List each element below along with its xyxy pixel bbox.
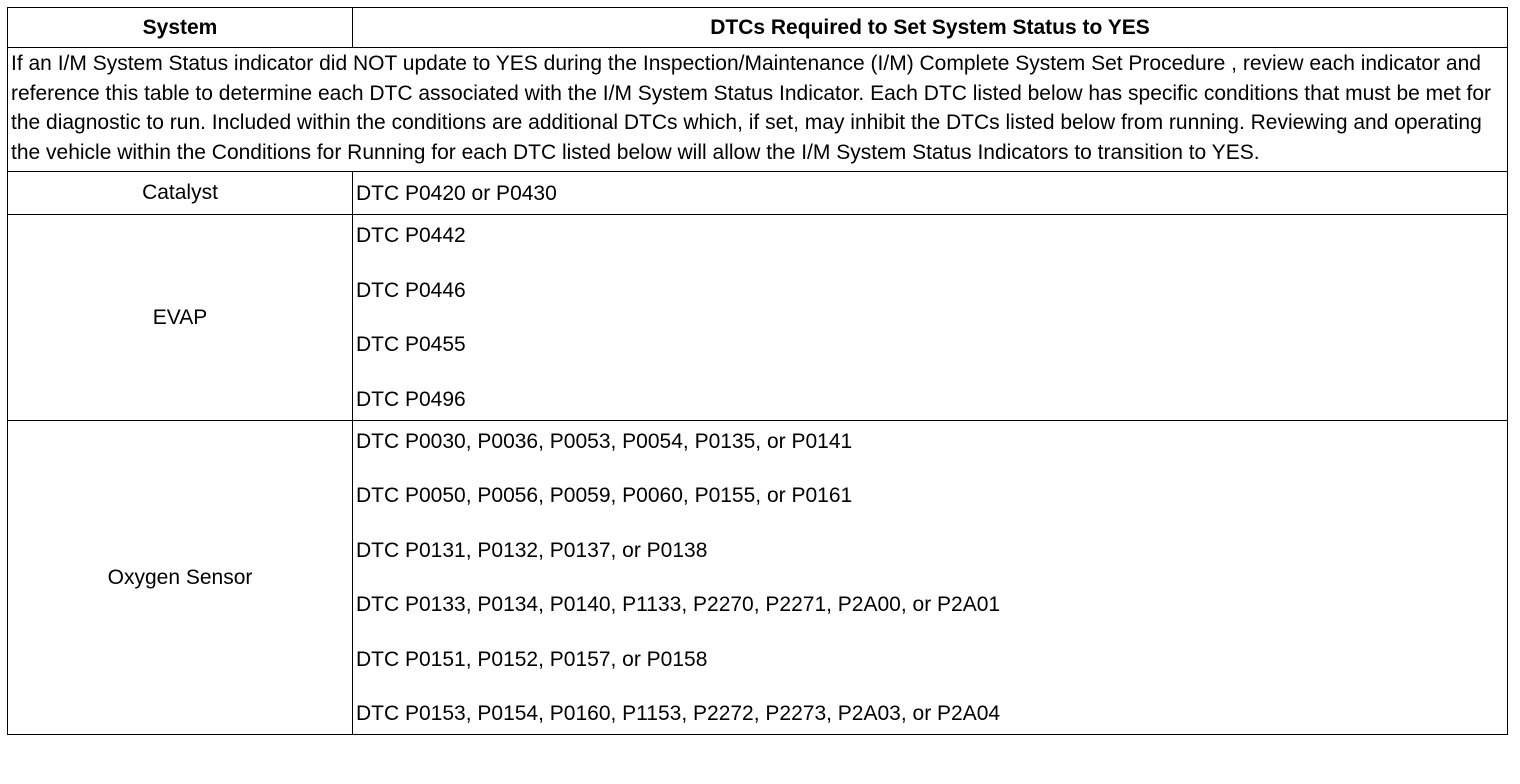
dtc-entry: DTC P0131, P0132, P0137, or P0138 bbox=[356, 538, 708, 562]
dtc-entry: DTC P0420 or P0430 bbox=[356, 181, 557, 205]
intro-row bbox=[8, 48, 1508, 172]
dtc-cell-evap bbox=[353, 215, 1508, 421]
system-cell-catalyst: Catalyst bbox=[8, 172, 353, 215]
table-row-evap bbox=[8, 215, 1508, 421]
dtc-entry: DTC P0133, P0134, P0140, P1133, P2270, P2271, P2A00, or P2A01 bbox=[356, 593, 1001, 616]
header-dtcs: DTCs Required to Set System Status to YES bbox=[353, 8, 1508, 48]
dtc-entry: DTC P0496 bbox=[356, 387, 466, 411]
dtc-entry: DTC P0446 bbox=[356, 278, 466, 302]
table-header-row bbox=[8, 8, 1508, 48]
dtc-entry: DTC P0151, P0152, P0157, or P0158 bbox=[356, 647, 708, 671]
dtc-entry: DTC P0153, P0154, P0160, P1153, P2272, P2273, P2A03, or P2A04 bbox=[356, 702, 1001, 725]
dtc-entry: DTC P0050, P0056, P0059, P0060, P0155, or P0161 bbox=[356, 484, 853, 507]
dtc-system-status-table bbox=[7, 7, 1508, 735]
intro-text: If an I/M System Status indicator did NOT update to YES during the Inspection/Maintenance (I/M) Complete System Set Procedure , review each indicator and reference this table to determine each DTC associated with the I/M System Status Indicator. Each DTC listed below has specific conditions that must be met for the diagnostic to run. Included within the conditions are additional DTCs which, if set, may inhibit the DTCs listed below from running. Reviewing and operating the vehicle within the Conditions for Running for each DTC listed below will allow the I/M System Status Indicators to transition to YES. bbox=[8, 48, 1508, 172]
dtc-cell-oxygen-sensor bbox=[353, 420, 1508, 735]
header-system: System bbox=[8, 8, 353, 48]
table-row-oxygen-sensor bbox=[8, 420, 1508, 735]
dtc-cell-catalyst bbox=[353, 172, 1508, 215]
system-cell-oxygen-sensor: Oxygen Sensor bbox=[8, 420, 353, 735]
dtc-entry: DTC P0442 bbox=[356, 224, 466, 247]
dtc-entry: DTC P0455 bbox=[356, 333, 466, 356]
system-cell-evap: EVAP bbox=[8, 215, 353, 421]
table-row-catalyst bbox=[8, 172, 1508, 215]
dtc-entry: DTC P0030, P0036, P0053, P0054, P0135, or P0141 bbox=[356, 429, 853, 453]
